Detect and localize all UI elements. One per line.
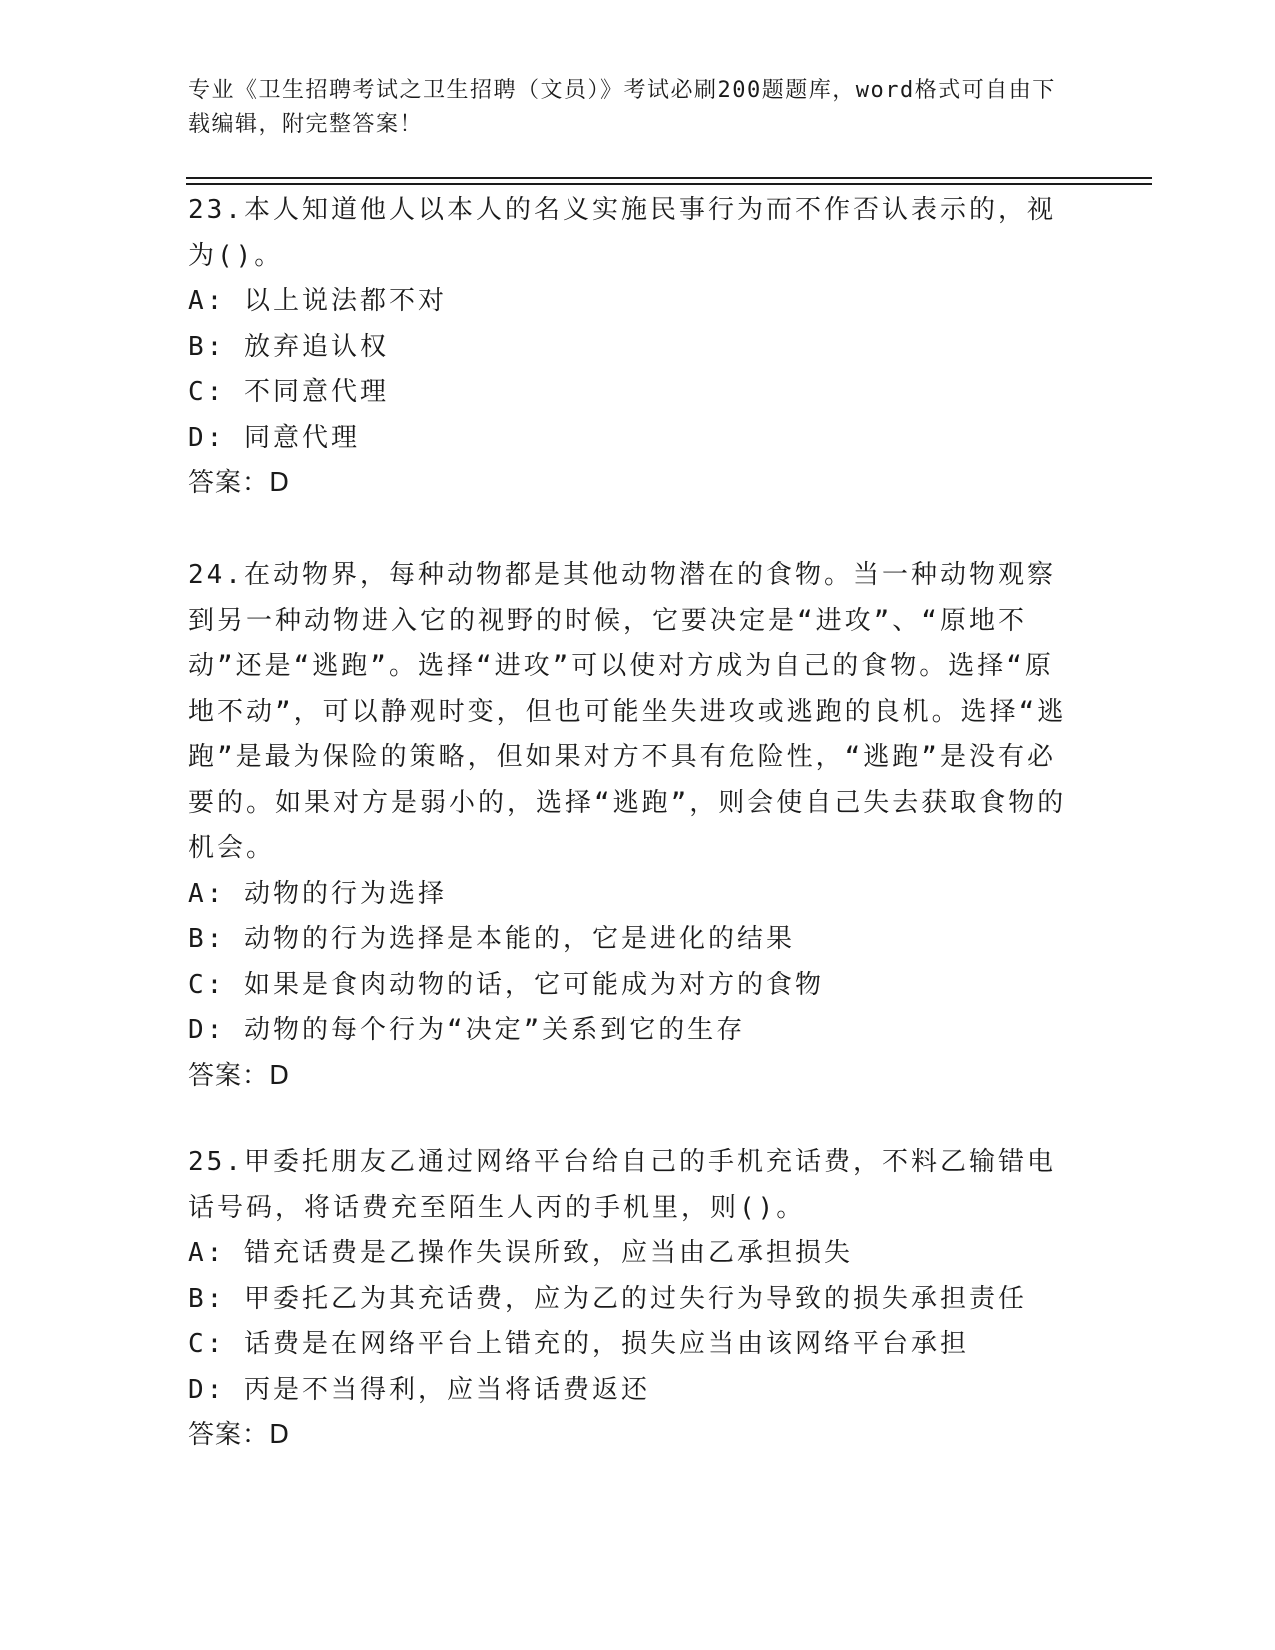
option-c: C: 不同意代理 [188,377,389,407]
option-c: C: 如果是食肉动物的话，它可能成为对方的食物 [188,969,824,1000]
document-header [188,74,1068,142]
option-a: A: 以上说法都不对 [188,286,447,316]
header-divider-bottom [186,183,1152,185]
option-a: A: 错充话费是乙操作失误所致，应当由乙承担损失 [188,1238,853,1268]
option-b: B: 动物的行为选择是本能的，它是进化的结果 [188,924,795,954]
option-c: C: 话费是在网络平台上错充的，损失应当由该网络平台承担 [188,1329,969,1359]
answer: 答案：D [188,468,291,498]
question-25 [188,1140,1078,1459]
question-stem: 24.在动物界，每种动物都是其他动物潜在的食物。当一种动物观察到另一种动物进入它的视野的时候，它要决定是“进攻”、“原地不动”还是“逃跑”。选择“进攻”可以使对方成为自己的食物。选择“原地不动”，可以静观时变，但也可能坐失进攻或逃跑的良机。选择“逃跑”是最为保险的策略，但如果对方不具有危险性，“逃跑”是没有必要的。如果对方是弱小的，选择“逃跑”，则会使自己失去获取食物的机会。 [188,560,1067,863]
header-divider-top [186,177,1152,179]
option-b: B: 放弃追认权 [188,331,389,362]
question-stem: 25.甲委托朋友乙通过网络平台给自己的手机充话费，不料乙输错电话号码，将话费充至陌生人丙的手机里，则()。 [188,1147,1056,1223]
option-d: D: 动物的每个行为“决定”关系到它的生存 [188,1015,746,1045]
header-text: 专业《卫生招聘考试之卫生招聘（文员）》考试必刷200题题库，word格式可自由下载编辑，附完整答案！ [188,78,1056,137]
option-a: A: 动物的行为选择 [188,878,447,909]
answer: 答案：D [188,1420,291,1450]
question-24 [188,553,1078,1099]
option-d: D: 同意代理 [188,422,360,453]
option-b: B: 甲委托乙为其充话费，应为乙的过失行为导致的损失承担责任 [188,1283,1027,1314]
option-d: D: 丙是不当得利，应当将话费返还 [188,1374,650,1405]
question-stem: 23.本人知道他人以本人的名义实施民事行为而不作否认表示的，视为()。 [188,195,1056,271]
question-23 [188,188,1078,507]
answer: 答案：D [188,1060,291,1091]
